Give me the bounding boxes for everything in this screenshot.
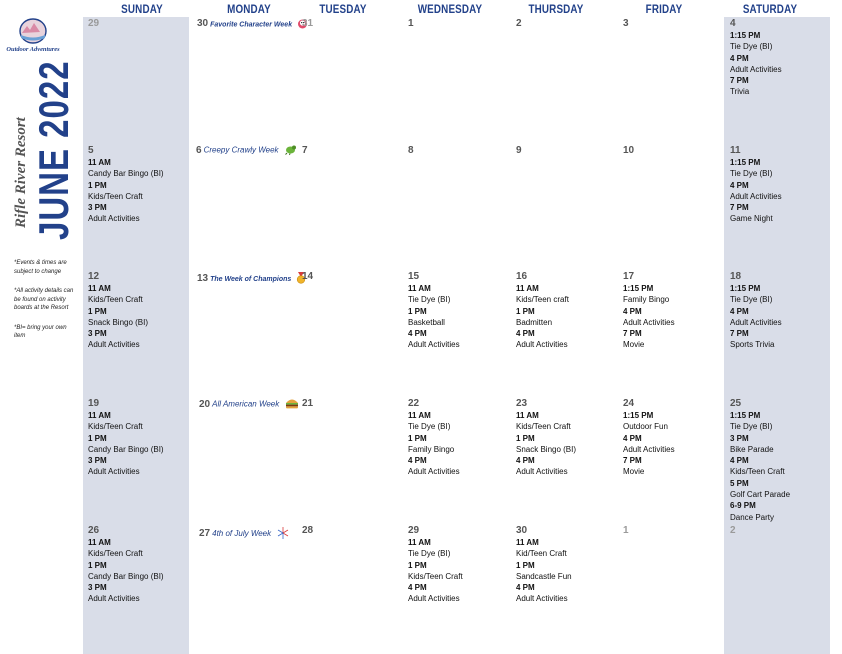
event-list [88, 283, 192, 351]
header-tuesday: TUESDAY [319, 2, 367, 16]
day-cell [516, 398, 620, 525]
day-cell [623, 398, 727, 525]
day-number: 10 [623, 145, 635, 156]
event-time: 1 PM [88, 560, 107, 570]
day-number: 1 [623, 525, 629, 536]
event-time: 11 AM [88, 158, 111, 167]
event-name: Adult Activities [516, 467, 568, 477]
day-number: 19 [88, 398, 100, 409]
day-cell [730, 18, 834, 145]
note-2: *All activity details can be found on activity boards at the Resort [14, 288, 74, 311]
event-name: Adult Activities [730, 191, 782, 201]
day-number: 26 [88, 525, 100, 536]
vertical-title [0, 0, 80, 260]
day-cell [302, 145, 406, 272]
day-number: 31 [302, 18, 314, 29]
event-list [88, 157, 192, 225]
week-label [196, 144, 297, 157]
event-time: 1 PM [88, 180, 107, 190]
day-number: 18 [730, 271, 742, 282]
event-time: 4 PM [408, 456, 427, 466]
event-time: 1 PM [516, 560, 535, 570]
event-name: Movie [623, 467, 645, 477]
event-name: Dance Party [730, 512, 775, 522]
week-theme: Creepy Crawly Week [203, 145, 279, 155]
event-time: 1 PM [408, 433, 427, 443]
event-time: 1 PM [408, 560, 427, 570]
event-time: 1 PM [516, 433, 535, 443]
event-name: Trivia [730, 87, 750, 97]
day-number: 12 [88, 271, 100, 282]
event-name: Adult Activities [88, 467, 140, 477]
event-time: 11 AM [408, 411, 431, 420]
event-name: Adult Activities [88, 594, 140, 604]
event-name: Adult Activities [408, 594, 460, 604]
event-time: 7 PM [730, 76, 749, 86]
day-number: 2 [516, 18, 522, 29]
event-list [88, 410, 192, 478]
event-list [516, 410, 620, 478]
event-time: 11 AM [516, 538, 539, 547]
day-number: 6 [196, 144, 202, 156]
event-name: Kids/Teen craft [516, 295, 569, 305]
day-cell [408, 525, 512, 652]
day-number: 3 [623, 18, 629, 29]
event-time: 11 AM [408, 284, 431, 293]
event-time: 4 PM [623, 306, 642, 316]
event-time: 1:15 PM [623, 411, 654, 420]
day-cell [302, 18, 406, 145]
header-monday: MONDAY [227, 2, 271, 16]
week-label [197, 272, 306, 286]
event-list [730, 410, 834, 523]
event-name: Sports Trivia [730, 340, 775, 350]
day-number: 16 [516, 271, 528, 282]
event-name: Adult Activities [516, 594, 568, 604]
event-name: Adult Activities [408, 467, 460, 477]
event-name: Game Night [730, 214, 773, 224]
resort-name: Rifle River Resort [13, 117, 29, 228]
day-number: 2 [730, 525, 736, 536]
event-time: 7 PM [623, 329, 642, 339]
event-list [408, 537, 512, 605]
event-name: Tie Dye (BI) [408, 549, 451, 559]
event-time: 11 AM [88, 538, 111, 547]
event-time: 11 AM [516, 411, 539, 420]
day-cell [88, 398, 192, 525]
event-list [516, 283, 620, 351]
event-time: 3 PM [88, 329, 107, 339]
event-time: 1:15 PM [623, 284, 654, 293]
event-name: Movie [623, 340, 645, 350]
event-name: Kids/Teen Craft [516, 422, 571, 432]
event-time: 4 PM [408, 583, 427, 593]
event-time: 4 PM [408, 329, 427, 339]
event-name: Candy Bar Bingo (BI) [88, 444, 164, 454]
week-theme: 4th of July Week [212, 529, 272, 539]
day-number: 1 [408, 18, 414, 29]
header-wednesday: WEDNESDAY [417, 2, 483, 16]
day-number: 30 [516, 525, 528, 536]
event-name: Kids/Teen Craft [88, 422, 143, 432]
day-cell [302, 271, 406, 398]
event-name: Outdoor Fun [623, 422, 668, 432]
day-number: 9 [516, 145, 522, 156]
burger-icon [285, 398, 299, 411]
day-number: 29 [88, 18, 100, 29]
day-cell [88, 18, 192, 145]
event-time: 11 AM [88, 411, 111, 420]
event-name: Candy Bar Bingo (BI) [88, 169, 164, 179]
day-number: 29 [408, 525, 420, 536]
event-name: Snack Bingo (BI) [516, 444, 577, 454]
day-cell [623, 145, 727, 272]
event-time: 1:15 PM [730, 158, 761, 167]
event-name: Adult Activities [623, 444, 675, 454]
header-thursday: THURSDAY [528, 2, 584, 16]
day-cell [408, 145, 512, 272]
month-title: JUNE 2022 [30, 60, 77, 240]
event-list [730, 157, 834, 225]
header-saturday: SATURDAY [742, 2, 798, 16]
day-number: 13 [197, 272, 209, 284]
note-1: *Events & times are subject to change [14, 260, 67, 275]
event-time: 4 PM [730, 456, 749, 466]
day-cell [408, 18, 512, 145]
event-list [408, 410, 512, 478]
fireworks-icon [276, 526, 290, 542]
event-name: Golf Cart Parade [730, 490, 791, 500]
day-number: 28 [302, 525, 314, 536]
day-number: 17 [623, 271, 635, 282]
day-number: 4 [730, 18, 736, 29]
event-name: Family Bingo [408, 444, 455, 454]
day-cell [302, 398, 406, 525]
day-number: 27 [199, 528, 211, 540]
event-name: Tie Dye (BI) [730, 42, 773, 52]
day-cell [516, 525, 620, 652]
bug-icon [284, 144, 297, 157]
day-number: 20 [199, 398, 211, 410]
event-name: Adult Activities [516, 340, 568, 350]
event-name: Adult Activities [730, 317, 782, 327]
event-time: 11 AM [516, 284, 539, 293]
event-time: 11 AM [88, 284, 111, 293]
event-time: 4 PM [516, 583, 535, 593]
header-sunday: SUNDAY [121, 2, 163, 16]
event-time: 4 PM [730, 306, 749, 316]
day-cell [408, 398, 512, 525]
event-name: Bike Parade [730, 444, 774, 454]
event-name: Adult Activities [730, 64, 782, 74]
day-cell [623, 271, 727, 398]
event-time: 1 PM [408, 306, 427, 316]
day-cell [730, 271, 834, 398]
event-name: Tie Dye (BI) [730, 169, 773, 179]
week-label [197, 18, 308, 31]
notes [14, 259, 76, 352]
week-label [199, 526, 290, 542]
event-time: 7 PM [730, 329, 749, 339]
day-number: 25 [730, 398, 742, 409]
event-name: Tie Dye (BI) [408, 422, 451, 432]
event-name: Badmitten [516, 317, 553, 327]
event-list [516, 537, 620, 605]
day-number: 23 [516, 398, 528, 409]
week-theme: The Week of Champions [210, 275, 292, 283]
event-time: 3 PM [88, 583, 107, 593]
day-number: 24 [623, 398, 635, 409]
day-cell [623, 525, 727, 652]
day-cell [88, 525, 192, 652]
day-number: 21 [302, 398, 314, 409]
week-theme: All American Week [212, 399, 280, 409]
note-3: *BI= bring your own item [14, 324, 67, 339]
event-time: 5 PM [730, 478, 749, 488]
event-name: Family Bingo [623, 295, 670, 305]
event-name: Adult Activities [88, 214, 140, 224]
header-friday: FRIDAY [645, 2, 683, 16]
event-time: 4 PM [623, 433, 642, 443]
event-time: 3 PM [730, 433, 749, 443]
event-name: Kids/Teen Craft [88, 295, 143, 305]
event-name: Adult Activities [88, 340, 140, 350]
day-number: 5 [88, 145, 94, 156]
event-time: 1:15 PM [730, 31, 761, 40]
event-time: 6-9 PM [730, 501, 756, 511]
event-name: Kids/Teen Craft [730, 467, 785, 477]
event-time: 1:15 PM [730, 411, 761, 420]
event-list [730, 30, 834, 98]
event-name: Tie Dye (BI) [408, 295, 451, 305]
day-cell [88, 271, 192, 398]
event-list [730, 283, 834, 351]
day-number: 8 [408, 145, 414, 156]
day-cell [730, 525, 834, 652]
event-time: 1 PM [516, 306, 535, 316]
event-time: 1 PM [88, 433, 107, 443]
event-name: Tie Dye (BI) [730, 422, 773, 432]
day-number: 15 [408, 271, 420, 282]
day-cell [730, 398, 834, 525]
logo-text: Outdoor Adventures [6, 46, 60, 53]
event-time: 4 PM [516, 456, 535, 466]
event-list [408, 283, 512, 351]
event-list [623, 410, 727, 478]
event-list [88, 537, 192, 605]
day-cell [730, 145, 834, 272]
event-name: Sandcastle Fun [516, 571, 572, 581]
event-time: 7 PM [730, 203, 749, 213]
event-time: 3 PM [88, 456, 107, 466]
event-time: 11 AM [408, 538, 431, 547]
event-name: Kids/Teen Craft [408, 571, 463, 581]
day-cell [623, 18, 727, 145]
event-name: Kid/Teen Craft [516, 549, 567, 559]
day-number: 11 [730, 145, 741, 156]
day-number: 7 [302, 145, 308, 156]
day-number: 30 [197, 18, 209, 30]
event-time: 4 PM [516, 329, 535, 339]
day-number: 22 [408, 398, 420, 409]
week-label [199, 398, 299, 411]
day-cell [516, 271, 620, 398]
day-cell [88, 145, 192, 272]
event-name: Snack Bingo (BI) [88, 317, 149, 327]
day-cell [516, 145, 620, 272]
event-time: 7 PM [623, 456, 642, 466]
event-list [623, 283, 727, 351]
event-name: Tie Dye (BI) [730, 295, 773, 305]
day-number: 14 [302, 271, 314, 282]
event-time: 1 PM [88, 306, 107, 316]
event-time: 1:15 PM [730, 284, 761, 293]
event-name: Adult Activities [623, 317, 675, 327]
event-name: Basketball [408, 317, 445, 327]
event-time: 3 PM [88, 203, 107, 213]
event-name: Adult Activities [408, 340, 460, 350]
event-name: Kids/Teen Craft [88, 191, 143, 201]
event-name: Kids/Teen Craft [88, 549, 143, 559]
event-time: 4 PM [730, 180, 749, 190]
event-time: 4 PM [730, 53, 749, 63]
day-cell [516, 18, 620, 145]
event-name: Candy Bar Bingo (BI) [88, 571, 164, 581]
day-cell [408, 271, 512, 398]
week-theme: Favorite Character Week [210, 21, 293, 29]
day-cell [302, 525, 406, 652]
